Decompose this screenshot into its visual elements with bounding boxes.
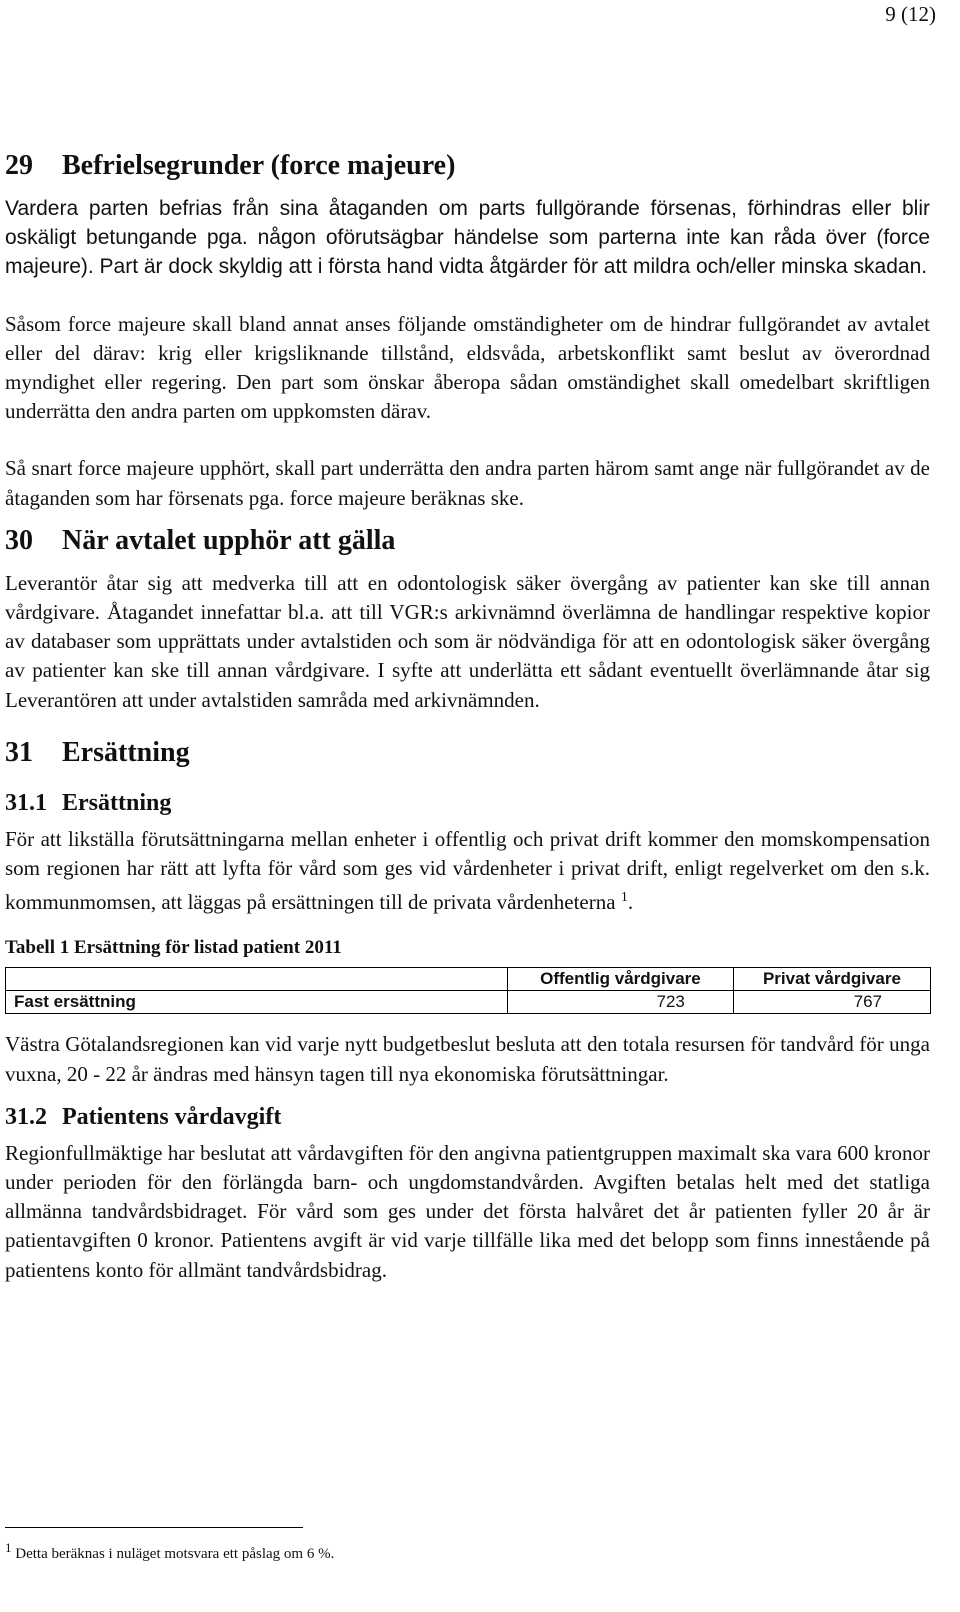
table-cell-private: 767 (733, 991, 930, 1014)
section-29-paragraph-1: Vardera parten befrias från sina åtaganden om parts fullgörande försenas, förhindras eller blir oskäligt betungande pga. någon oförutsägbar händelse som parterna inte kan råda över (force majeure). Part är dock skyldig att i första hand vidta åtgärder för att mildra och/eller minska skadan. (5, 197, 930, 279)
table-header-public: Offentlig vårdgivare (508, 968, 734, 991)
table-header-private: Privat vårdgivare (733, 968, 930, 991)
section-31-2-heading (5, 1095, 930, 1139)
table-cell-public: 723 (508, 991, 734, 1014)
section-31-2-paragraph-1: Regionfullmäktige har beslutat att vårdavgiften för den angivna patientgruppen maximalt ska vara 600 kronor under perioden för den förlängda barn- och ungdomstandvården. Avgiften betalas helt med det statliga allmänna tandvårdsbidraget. För vård som ges under det första halvåret det år patienten fyller 20 år är patientavgiften 0 kronor. Patientens avgift är vid varje tillfälle lika med det belopp som finns innestående på patientens konto för allmänt tandvårdsbidrag. (5, 1140, 930, 1282)
section-title: Befrielsegrunder (force majeure) (62, 150, 456, 181)
section-31-heading (5, 725, 930, 781)
section-title: Ersättning (62, 736, 190, 768)
section-number: 31 (5, 736, 33, 768)
table-header-row (6, 968, 931, 991)
table-row (6, 991, 931, 1014)
subsection-number: 31.1 (5, 789, 47, 816)
subsection-title: Patientens vårdavgift (62, 1103, 282, 1130)
section-30-paragraph-1: Leverantör åtar sig att medverka till att en odontologisk säker övergång av patienter kan ske till annan vårdgivare. Åtagandet innefattar bl.a. att till VGR:s arkivnämnd överlämna de handlingar respektive kopior av databaser som upprättats under avtalstiden och som är nödvändiga för att en odontologisk säker övergång av patienter kan ske till annan vårdgivare. I syfte att underlätta ett sådant eventuellt överlämnande åtar sig Leverantören att under avtalstiden samråda med arkivnämnden. (5, 570, 930, 712)
subsection-number: 31.2 (5, 1103, 47, 1130)
section-29-paragraph-3: Så snart force majeure upphört, skall part underrätta den andra parten härom samt ange när fullgörandet av de åtaganden som har försenats pga. force majeure beräknas ske. (5, 456, 930, 510)
table-header-empty (6, 968, 508, 991)
section-31-1-heading (5, 781, 930, 825)
footnote-reference[interactable]: 1 (620, 890, 628, 906)
table-caption: Tabell 1 Ersättning för listad patient 2011 (5, 937, 342, 959)
footnote-separator (5, 1527, 303, 1528)
footnote-marker: 1 (5, 1540, 12, 1555)
document-body (5, 138, 930, 1285)
section-31-1-paragraph-2: Västra Götalandsregionen kan vid varje nytt budgetbeslut besluta att den totala resursen för tandvård för unga vuxna, 20 - 22 år ändras med hänsyn tagen till nya ekonomiska förutsättningar. (5, 1032, 930, 1086)
footnote (5, 1540, 334, 1563)
section-number: 30 (5, 524, 33, 556)
compensation-table (5, 967, 931, 1014)
section-title: När avtalet upphör att gälla (62, 524, 396, 556)
table-cell-label: Fast ersättning (6, 991, 508, 1014)
footnote-text: Detta beräknas i nuläget motsvara ett påslag om 6 %. (15, 1546, 335, 1562)
section-29-paragraph-2: Såsom force majeure skall bland annat anses följande omständigheter om de hindrar fullgörandet av avtalet eller del därav: krig eller krigsliknande tillstånd, eldsvåda, arbetskonflikt samt beslut av överordnad myndighet eller regering. Den part som önskar åberopa sådan omständighet skall omedelbart skriftligen underrätta den andra parten om uppkomsten därav. (5, 311, 930, 424)
section-30-heading (5, 513, 930, 569)
section-31-1-paragraph-1: För att likställa förutsättningarna mellan enheter i offentlig och privat drift kommer den momskompensation som regionen har rätt att lyfta för vård som ges vid vårdenheter i privat drift, enligt regelverket om den s.k. kommunmomsen, att läggas på ersättningen till de privata vårdenheterna $^1$. (5, 826, 930, 915)
section-number: 29 (5, 150, 33, 181)
section-29-heading (5, 138, 930, 194)
subsection-title: Ersättning (62, 789, 172, 816)
page-number: 9 (12) (885, 2, 936, 26)
